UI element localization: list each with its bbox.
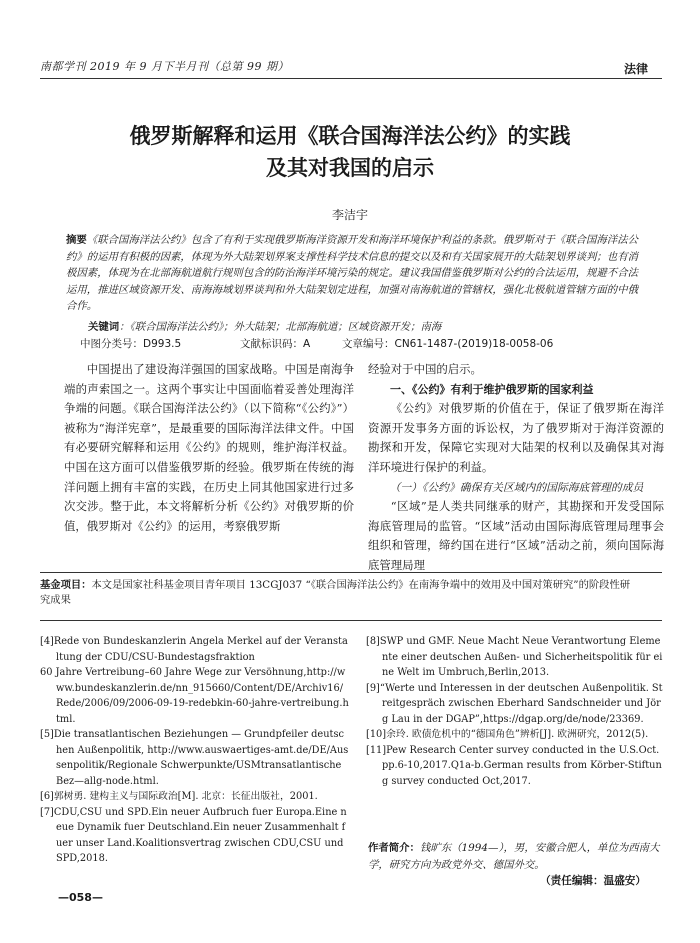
reference-item: [10]余玲. 欧债危机中的“德国角色”辨析[J]. 欧洲研究，2012(5). — [366, 729, 649, 740]
body-paragraph: 《公约》对俄罗斯的价值在于，保证了俄罗斯在海洋资源开发事务方面的诉讼权，为了俄罗斯对于海洋资源的勘探和开发，保障它实现对大陆架的权利以及确保其对海洋环境进行保护的利益。 — [368, 401, 664, 474]
subsection-heading-1: （一）《公约》确保有关区域内的国际海底管理的成员 — [389, 480, 644, 494]
abstract-label: 摘要 — [66, 234, 87, 246]
header-rule — [40, 78, 662, 79]
reference-item: [7]CDU,CSU und SPD.Ein neuer Aufbruch fuer Europa.Eine neue Dynamik fuer Deutschland.Ein neuer Zusammenhalt fuer unser Land.Koalitionsvertrag zwischen CDU,CSU und SPD,2018. — [40, 806, 347, 864]
abstract — [66, 232, 638, 315]
fund-label: 基金项目： — [40, 579, 92, 591]
body-paragraph: 中国提出了建设海洋强国的国家战略。中国是南海争端的声索国之一。这两个事实让中国面临着妥善处理海洋争端的问题。《联合国海洋法公约》（以下简称“《公约》”）被称为“海洋宪章”，是最重要的国际海洋法律文件。中国有必要研究解释和运用《公约》的规则，维护海洋权益。中国在这方面可以借鉴俄罗斯的经验。俄罗斯在传统的海洋问题上拥有丰富的实践，在历史上同其他国家进行过多次交涉。整于此，本文将解析分析《公约》对俄罗斯的价值，俄罗斯对《公约》的运用，考察俄罗斯 — [64, 362, 354, 533]
reference-item: [9]“Werte und Interessen in der deutschen Außenpolitik. Streitgespräch zwischen Eberhard Sandschneider und Jörg Lau in der DGAP”,https://dgap.org/de/node/23369. — [366, 682, 663, 725]
section-label: 法律 — [623, 62, 648, 76]
fund-text: 本文是国家社科基金项目青年项目 13CGJ037 “《联合国海洋法公约》在南海争端中的效用及中国对策研究”的阶段性研究成果 — [40, 579, 631, 606]
section-heading-1: 一、《公约》有利于维护俄罗斯的国家利益 — [390, 382, 594, 396]
journal-header: 南都学刊 2019 年 9 月下半月刊（总第 99 期） — [40, 60, 289, 73]
reference-item: [6]郭树勇. 建构主义与国际政治[M]. 北京：长征出版社，2001. — [40, 791, 318, 802]
page-number: —058— — [58, 891, 103, 904]
keywords: 关键词：《联合国海洋法公约》；外大陆架；北部海航道；区域资源开发；南海 — [88, 321, 442, 333]
keywords-label: 关键词 — [88, 321, 120, 333]
references-left — [40, 634, 350, 867]
bio-text: 钱旷东（1994—），男，安徽合肥人，单位为西南大学，研究方向为政党外交、德国外交。 — [368, 842, 660, 871]
article-title-line-1: 俄罗斯解释和运用《联合国海洋法公约》的实践 — [129, 124, 571, 148]
abstract-text: 《联合国海洋法公约》包含了有利于实现俄罗斯海洋资源开发和海洋环境保护利益的条款。俄罗斯对于《联合国海洋法公约》的运用有积极的因素，体现为外大陆架划界案支撑性科学技术信息的提交以及和有关国家展开的大陆架划界谈判；也有消极因素，体现为在北部海航道航行规则包含的防治海洋环境污染的规定。建议我国借鉴俄罗斯对公约的合法运用，规避不合法运用，推进区域资源开发、南海海域划界谈判和外大陆架划定进程，加强对南海航道的管辖权，强化北极航道管辖方面的中俄合作。 — [66, 234, 639, 313]
intro-tail: 经验对于中国的启示。 — [368, 362, 482, 376]
fund-note — [40, 578, 640, 607]
responsible-editor: （责任编辑：温盛安） — [540, 875, 646, 887]
body-column-right — [368, 360, 664, 576]
fund-rule — [40, 620, 662, 621]
reference-item: [4]Rede von Bundeskanzlerin Angela Merkel auf der Veranstaltung der CDU/CSU-Bundestagsfraktion — [40, 636, 348, 663]
author-name: 李洁宇 — [331, 208, 368, 222]
document-code: 文献标识码：A — [240, 338, 311, 350]
article-number: 文章编号：CN61-1487-(2019)18-0058-06 — [342, 338, 554, 350]
reference-item: [8]SWP und GMF. Neue Macht Neue Verantwortung Elemente einer deutschen Außen- und Sicherheitspolitik für eine Welt im Umbruch,Berlin,2013. — [366, 636, 663, 678]
article-title-line-2: 及其对我国的启示 — [266, 156, 434, 180]
body-column-left — [64, 360, 354, 536]
clc-number: 中图分类号：D993.5 — [80, 338, 182, 350]
reference-item: [5]Die transatlantischen Beziehungen — Grundpfeiler deutschen Außenpolitik, http://www.auswaertiges-amt.de/DE/Aussenpolitik/Regionale Schwerpunkte/USMtransatlantische Bez—allg-node.html. — [40, 729, 349, 787]
footnote-rule — [40, 572, 662, 573]
keywords-text: 《联合国海洋法公约》；外大陆架；北部海航道；区域资源开发；南海 — [129, 321, 442, 333]
bio-label: 作者简介： — [368, 842, 420, 854]
author-bio — [368, 840, 664, 874]
reference-item: 60 Jahre Vertreibung–60 Jahre Wege zur Versöhnung,http://www.bundeskanzlerin.de/nn_915660/Content/DE/Archiv16/Rede/2006/09/2006-09-19-redebkin-60-jahre-vertreibung.html. — [40, 667, 349, 725]
body-paragraph: “区域”是人类共同继承的财产，其勘探和开发受国际海底管理局的监管。“区域”活动由国际海底管理局理事会组织和管理，缔约国在进行“区域”活动之前，须向国际海底管理局理 — [368, 499, 664, 572]
references-right — [366, 634, 664, 789]
reference-item: [11]Pew Research Center survey conducted in the U.S.Oct.pp.6-10,2017.Q1a-b.German results from Körber-Stiftung survey conducted Oct,2017. — [366, 744, 662, 787]
